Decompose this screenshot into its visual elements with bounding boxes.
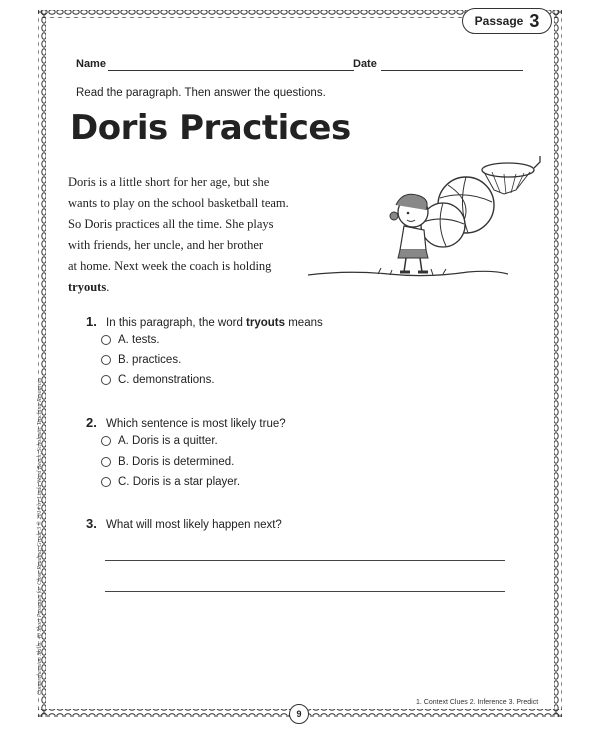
- option-label: A. tests.: [118, 334, 160, 346]
- paragraph-line: Doris is a little short for her age, but she: [68, 175, 270, 189]
- answer-line[interactable]: [105, 591, 505, 592]
- paragraph-line: So Doris practices all the time. She plays: [68, 217, 274, 231]
- copyright-credit: [34, 340, 48, 700]
- question-number: 1.: [86, 314, 97, 329]
- q1-option-a[interactable]: [101, 334, 160, 346]
- question-2: [86, 415, 286, 430]
- radio-button[interactable]: [101, 375, 111, 385]
- question-text: What will most likely happen next?: [106, 519, 282, 531]
- passage-tab: [462, 8, 552, 34]
- question-text: Which sentence is most likely true?: [106, 418, 286, 430]
- radio-button[interactable]: [101, 355, 111, 365]
- option-label: A. Doris is a quitter.: [118, 435, 218, 447]
- page-number: 9: [289, 704, 309, 724]
- option-label: C. Doris is a star player.: [118, 476, 241, 488]
- paragraph-punct: .: [106, 280, 110, 294]
- question-number: 3.: [86, 516, 97, 531]
- q2-option-b[interactable]: [101, 456, 234, 468]
- q2-option-a[interactable]: [101, 435, 218, 447]
- question-text-part: In this paragraph, the word: [106, 317, 247, 329]
- date-label: Date: [353, 58, 377, 70]
- date-field[interactable]: [381, 70, 523, 71]
- radio-button[interactable]: [101, 335, 111, 345]
- name-field[interactable]: [108, 70, 354, 71]
- question-text-part: means: [285, 317, 323, 329]
- credit-text: Comprehension Skills: 40 Short Passages for Close Reading, Grade 3 © 2014 by Linda Ward Beech, Scholastic Teaching Resources: [37, 377, 43, 695]
- girl-basketball-illustration: [308, 150, 548, 285]
- radio-button[interactable]: [101, 457, 111, 467]
- question-3: [86, 516, 282, 531]
- question-text: [106, 317, 323, 329]
- q2-option-c[interactable]: [101, 476, 240, 488]
- skills-footer: 1. Context Clues 2. Inference 3. Predict: [416, 699, 539, 706]
- passage-number: 3: [529, 10, 540, 31]
- q1-option-b[interactable]: [101, 354, 181, 366]
- paragraph-line: with friends, her uncle, and her brother: [68, 238, 264, 252]
- name-label: Name: [76, 58, 106, 70]
- question-1: [86, 314, 323, 329]
- keyword-tryouts: tryouts: [68, 280, 107, 294]
- question-number: 2.: [86, 415, 97, 430]
- reading-paragraph: [68, 172, 308, 298]
- answer-line[interactable]: [105, 560, 505, 561]
- q1-option-c[interactable]: [101, 374, 215, 386]
- paragraph-line: [68, 277, 308, 298]
- instructions: Read the paragraph. Then answer the questions.: [76, 87, 326, 99]
- paragraph-line: wants to play on the school basketball team.: [68, 196, 289, 210]
- question-keyword: tryouts: [246, 317, 286, 329]
- passage-label: Passage: [474, 14, 524, 28]
- paragraph-line: at home. Next week the coach is holding: [68, 259, 272, 273]
- radio-button[interactable]: [101, 436, 111, 446]
- option-label: B. Doris is determined.: [118, 456, 235, 468]
- page-title: Doris Practices: [70, 108, 351, 148]
- radio-button[interactable]: [101, 477, 111, 487]
- option-label: C. demonstrations.: [118, 374, 215, 386]
- option-label: B. practices.: [118, 354, 182, 366]
